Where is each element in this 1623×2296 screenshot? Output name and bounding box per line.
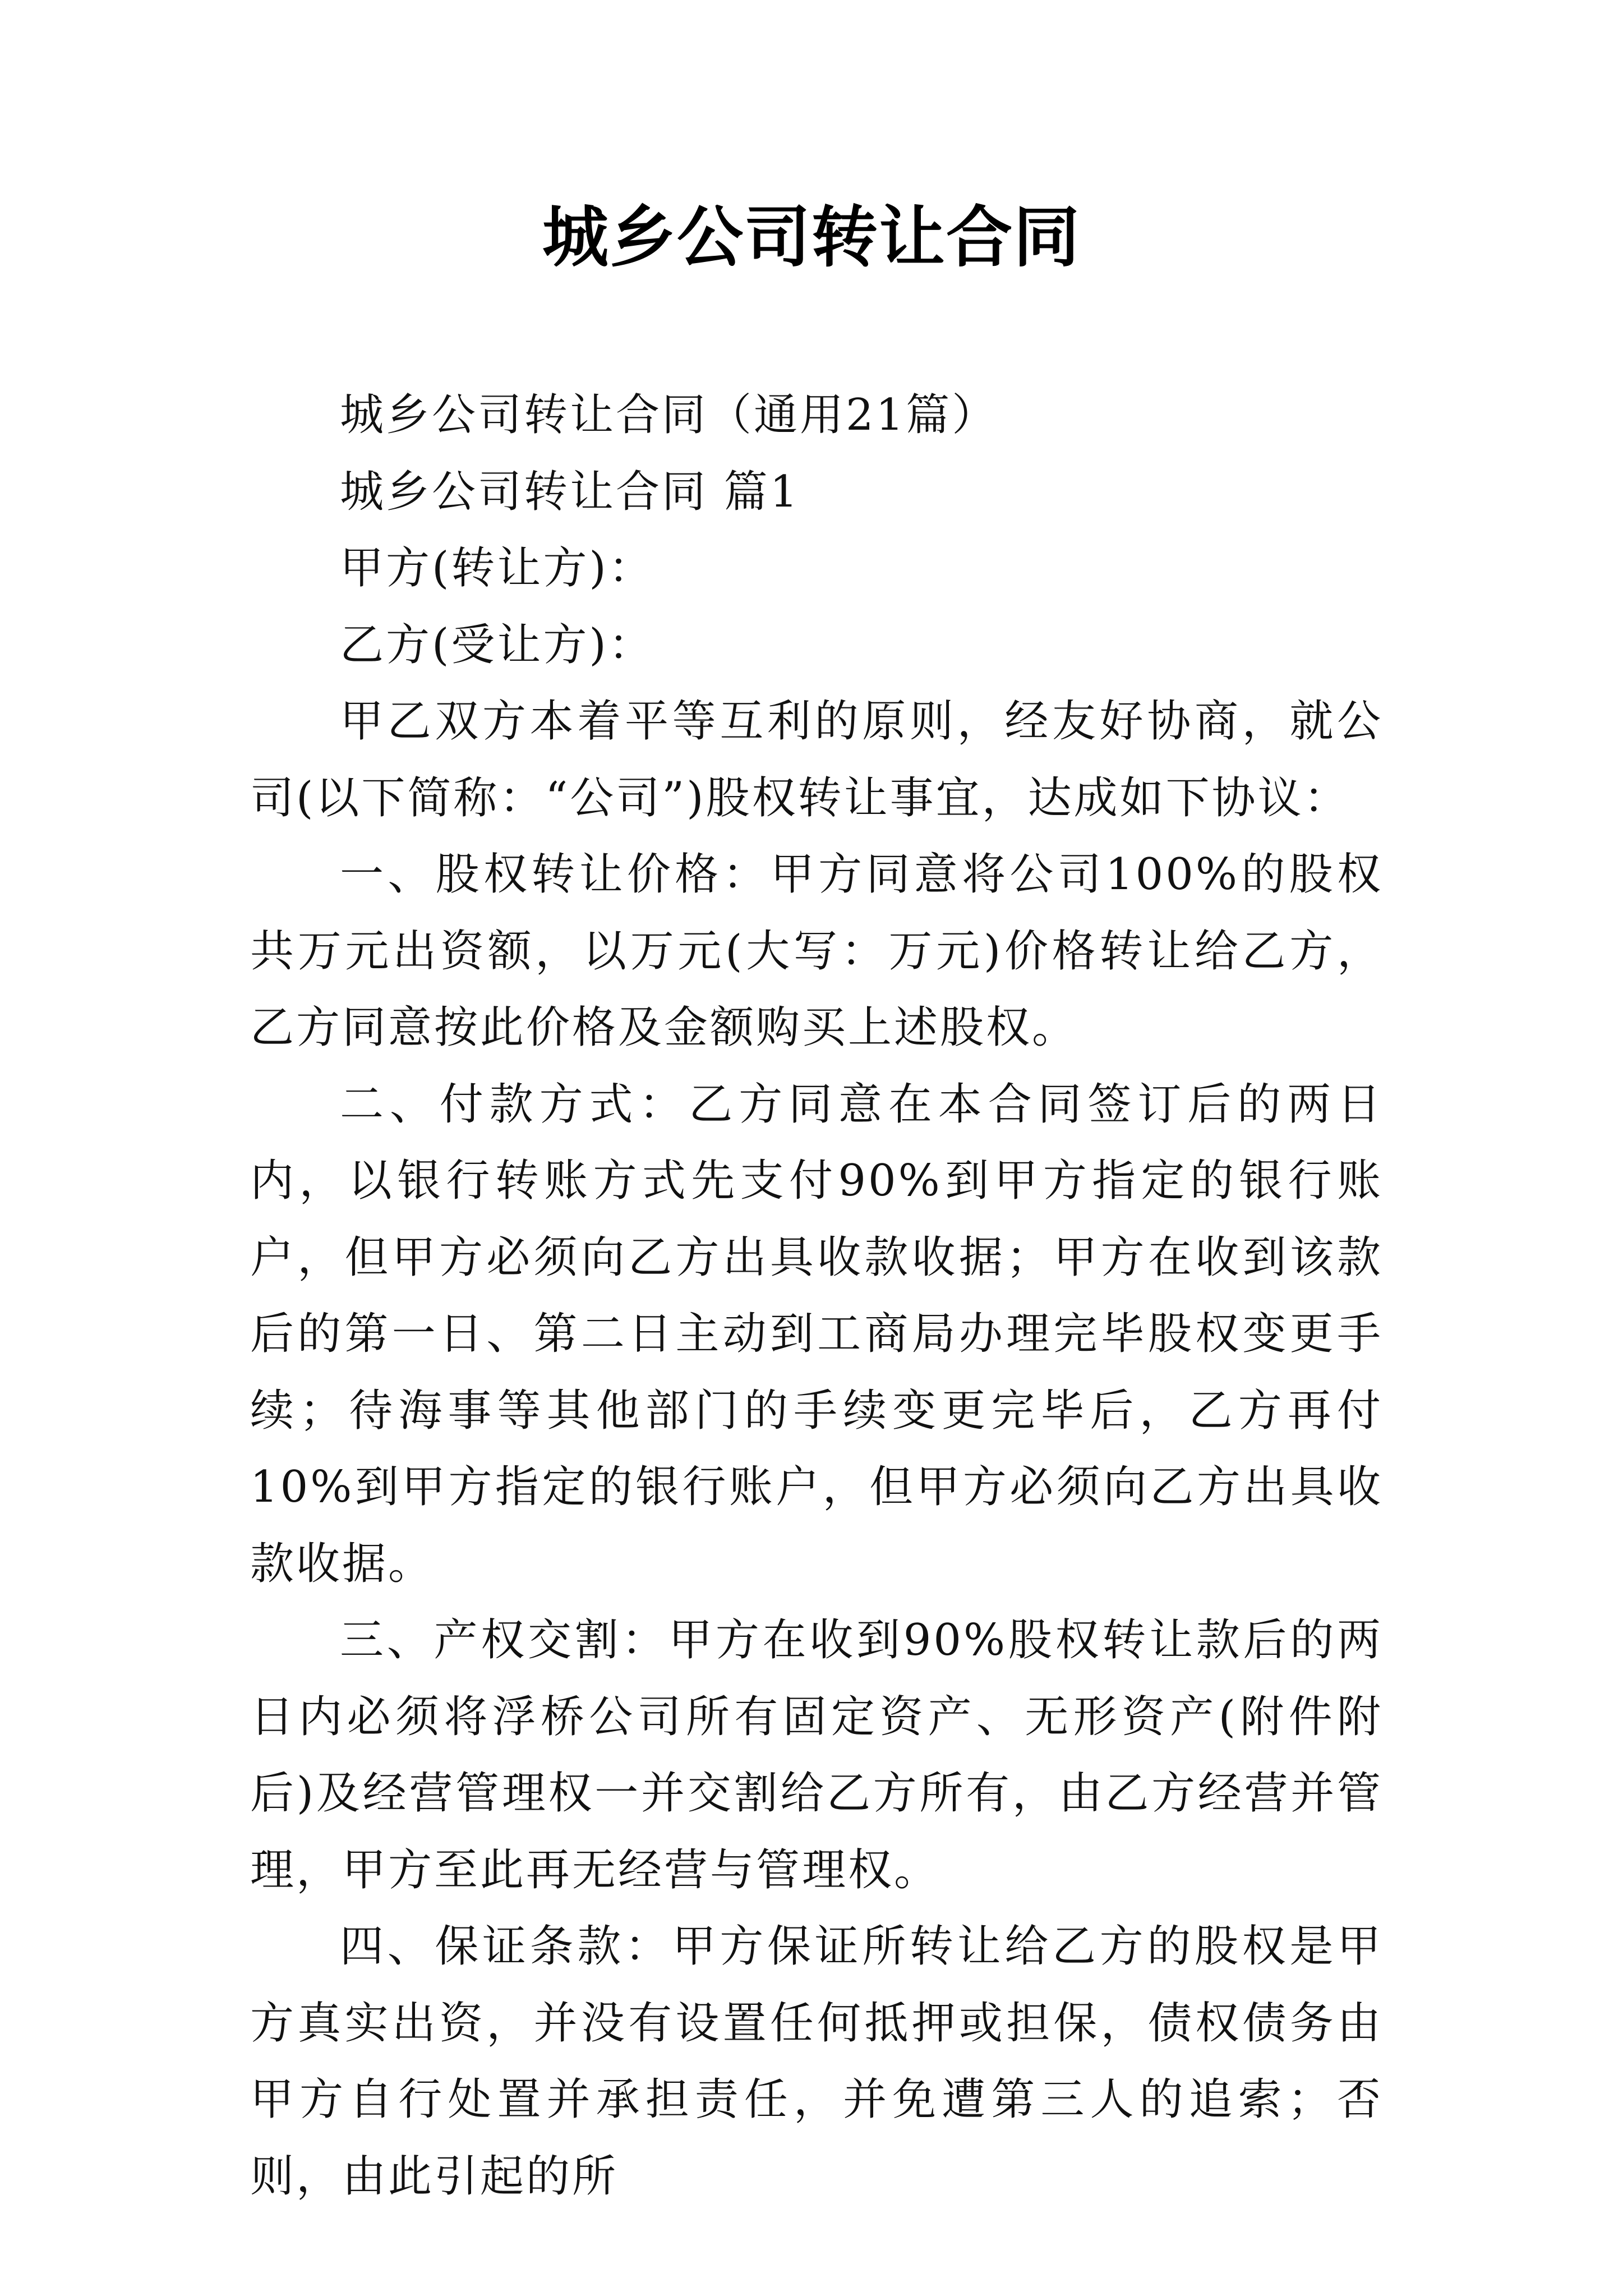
clause-payment: 二、付款方式：乙方同意在本合同签订后的两日内，以银行转账方式先支付90%到甲方指定的银行账户，但甲方必须向乙方出具收款收据；甲方在收到该款后的第一日、第二日主动到工商局办理完毕股权变更手续；待海事等其他部门的手续变更完毕后，乙方再付10%到甲方指定的银行账户，但甲方必须向乙方出具收款收据。 <box>250 1079 1383 1589</box>
document-body <box>250 377 1383 2215</box>
party-b-line: 乙方(受让方)： <box>340 619 654 670</box>
party-a-line: 甲方(转让方)： <box>340 543 654 593</box>
clause-transfer: 三、产权交割：甲方在收到90%股权转让款后的两日内必须将浮桥公司所有固定资产、无形资产(附件附后)及经营管理权一并交割给乙方所有，由乙方经营并管理，甲方至此再无经营与管理权。 <box>250 1615 1383 1895</box>
clause-price: 一、股权转让价格：甲方同意将公司100%的股权共万元出资额，以万元(大写：万元)价格转让给乙方，乙方同意按此价格及金额购买上述股权。 <box>250 849 1383 1053</box>
subtitle-line: 城乡公司转让合同（通用21篇） <box>340 390 998 440</box>
section-heading: 城乡公司转让合同 篇1 <box>340 466 800 517</box>
preamble-paragraph: 甲乙双方本着平等互利的原则，经友好协商，就公司(以下简称：“公司”)股权转让事宜，达成如下协议： <box>250 696 1383 823</box>
document-title: 城乡公司转让合同 <box>542 198 1081 276</box>
clause-guarantee: 四、保证条款：甲方保证所转让给乙方的股权是甲方真实出资，并没有设置任何抵押或担保，债权债务由甲方自行处置并承担责任，并免遭第三人的追索；否则，由此引起的所 <box>250 1921 1383 2202</box>
